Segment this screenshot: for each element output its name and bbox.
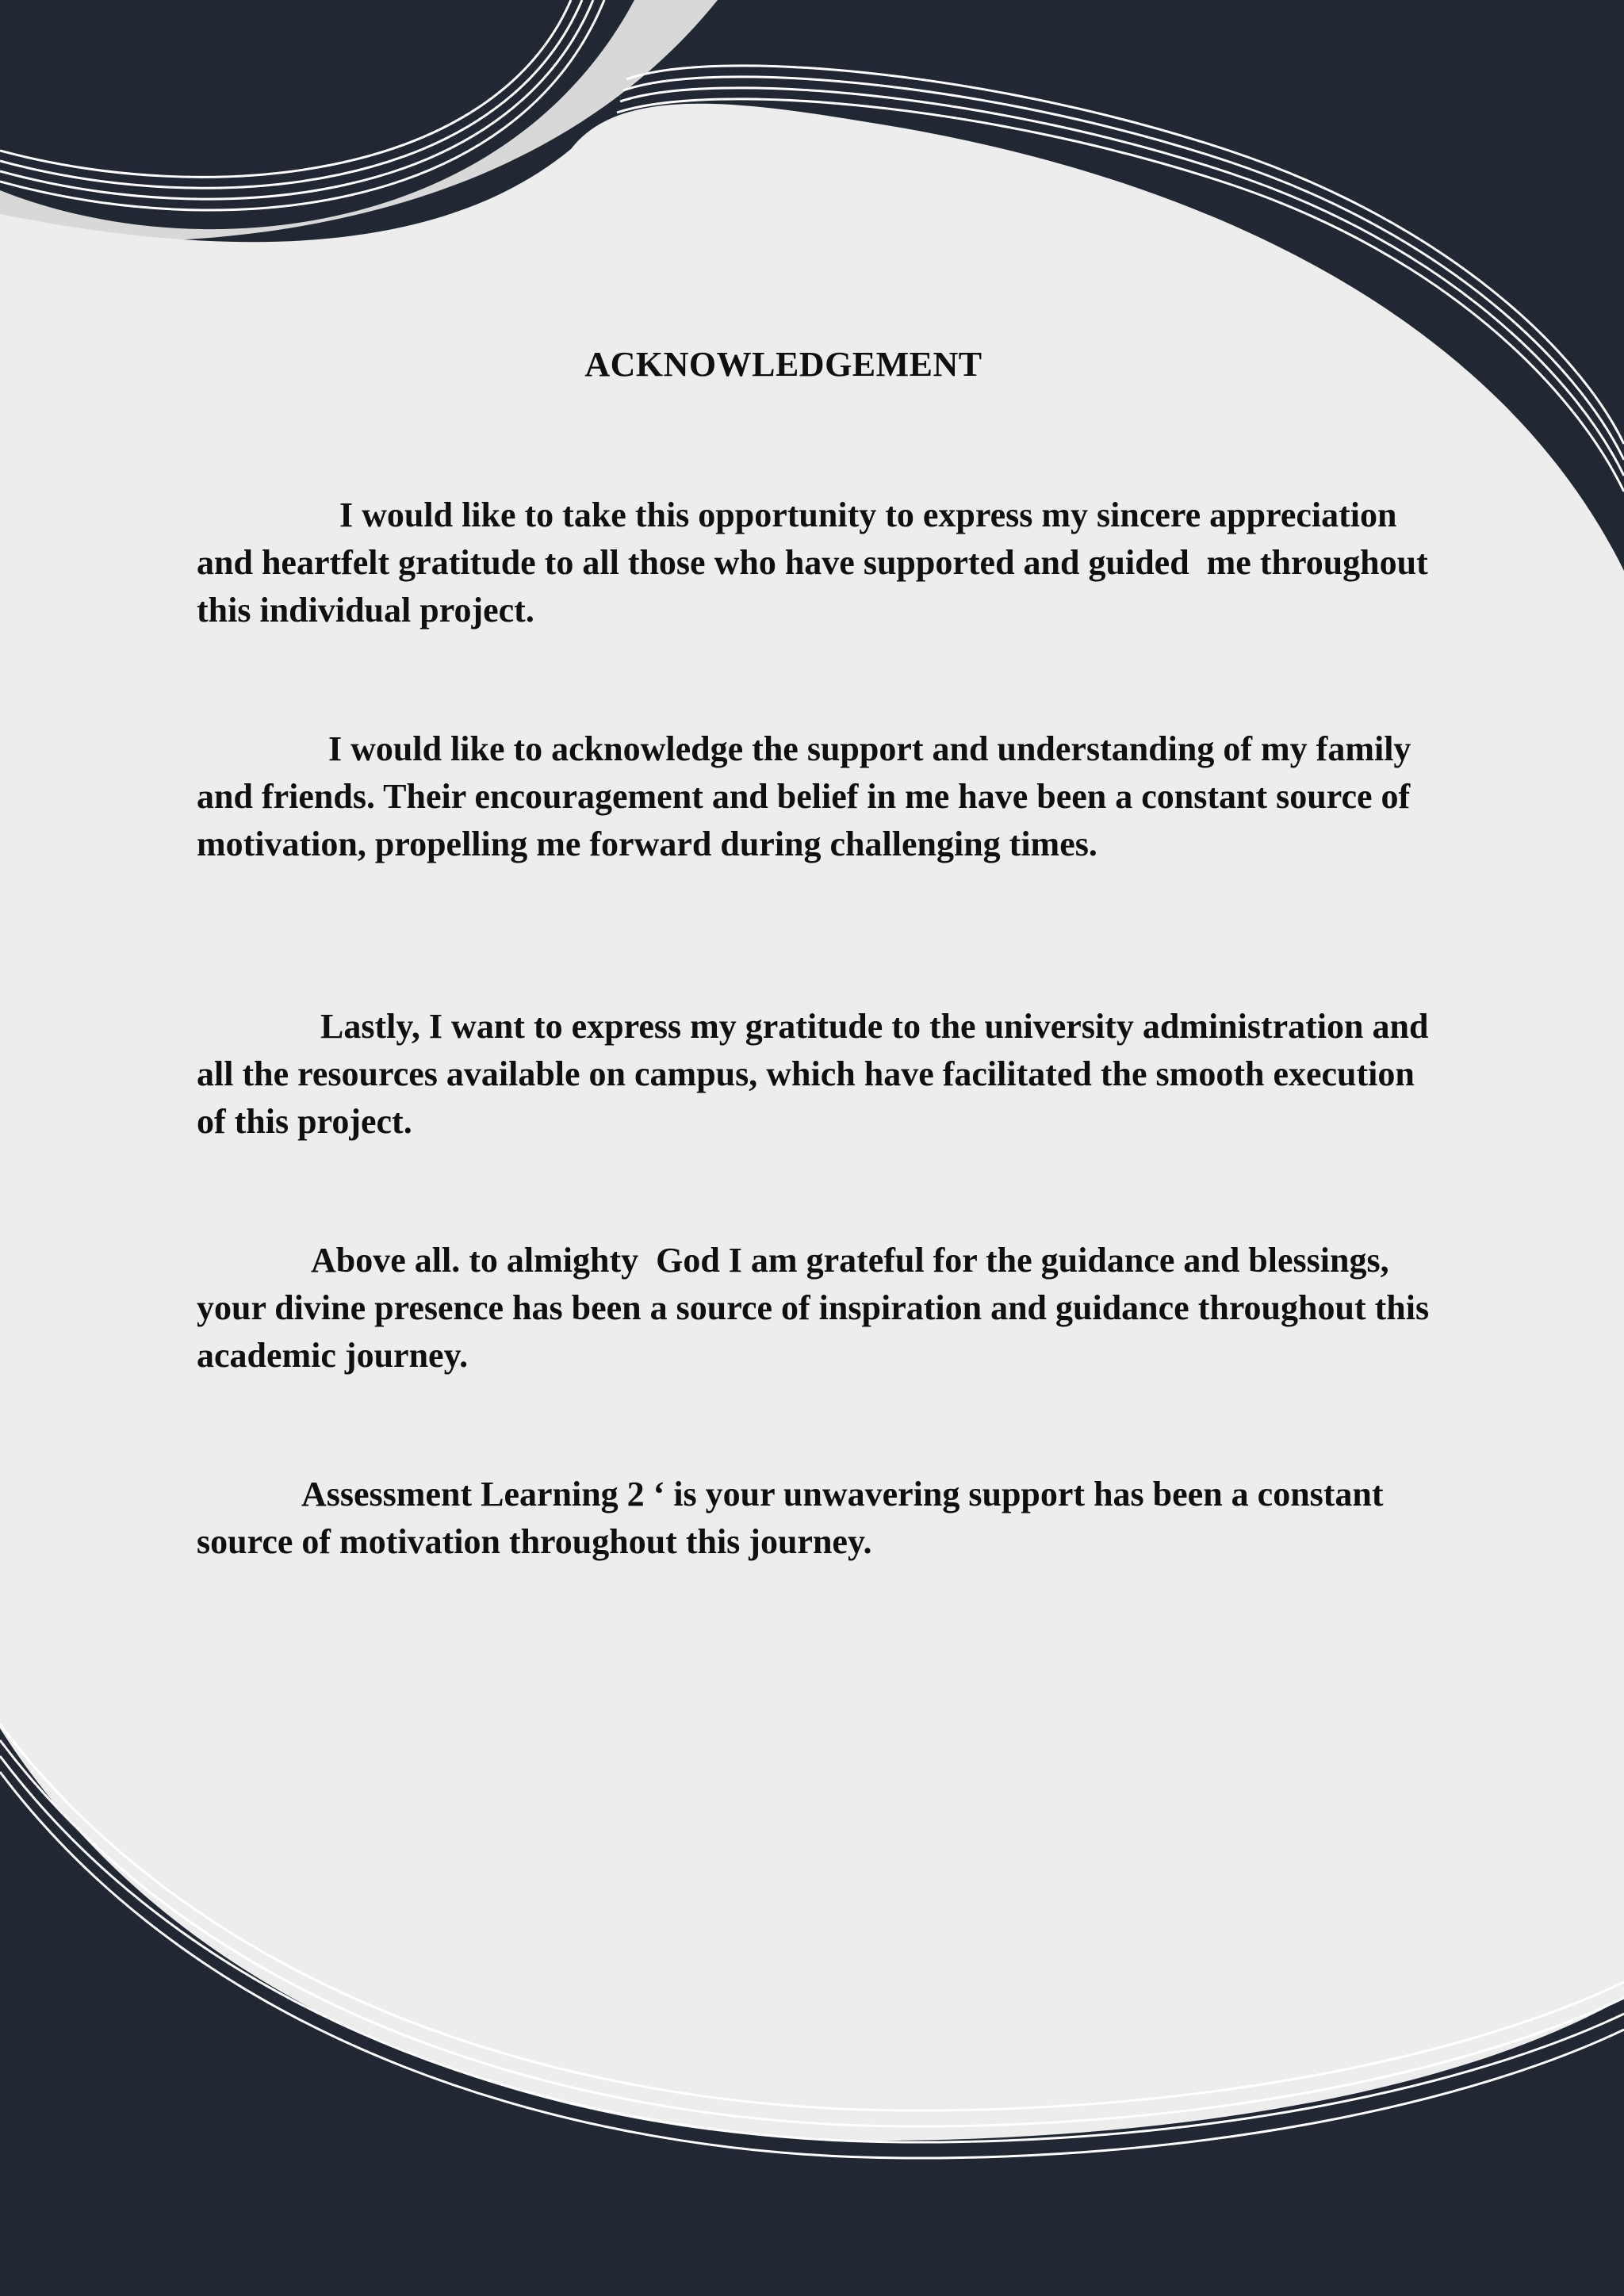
paragraph-family-friends: I would like to acknowledge the support and understanding of my family and friends. Their encouragement and belief in me have been a constant source of motivation, propelling me forward during challenging times. [197,729,1420,863]
paragraph-university: Lastly, I want to express my gratitude to the university administration and all the resources available on campus, which have facilitated the smooth execution of this project. [197,1007,1438,1141]
paragraph-god: Above all. to almighty God I am grateful for the guidance and blessings, your divine presence has been a source of inspiration and guidance throughout this academic journey. [197,1241,1438,1375]
paragraph-assessment-learning: Assessment Learning 2 ‘ is your unwavering support has been a constant source of motivation throughout this journey. [197,1475,1392,1561]
paragraph-gratitude: I would like to take this opportunity to express my sincere appreciation and heartfelt gratitude to all those who have supported and guided me throughout this individual project. [197,496,1437,629]
page-title: ACKNOWLEDGEMENT [584,345,982,384]
